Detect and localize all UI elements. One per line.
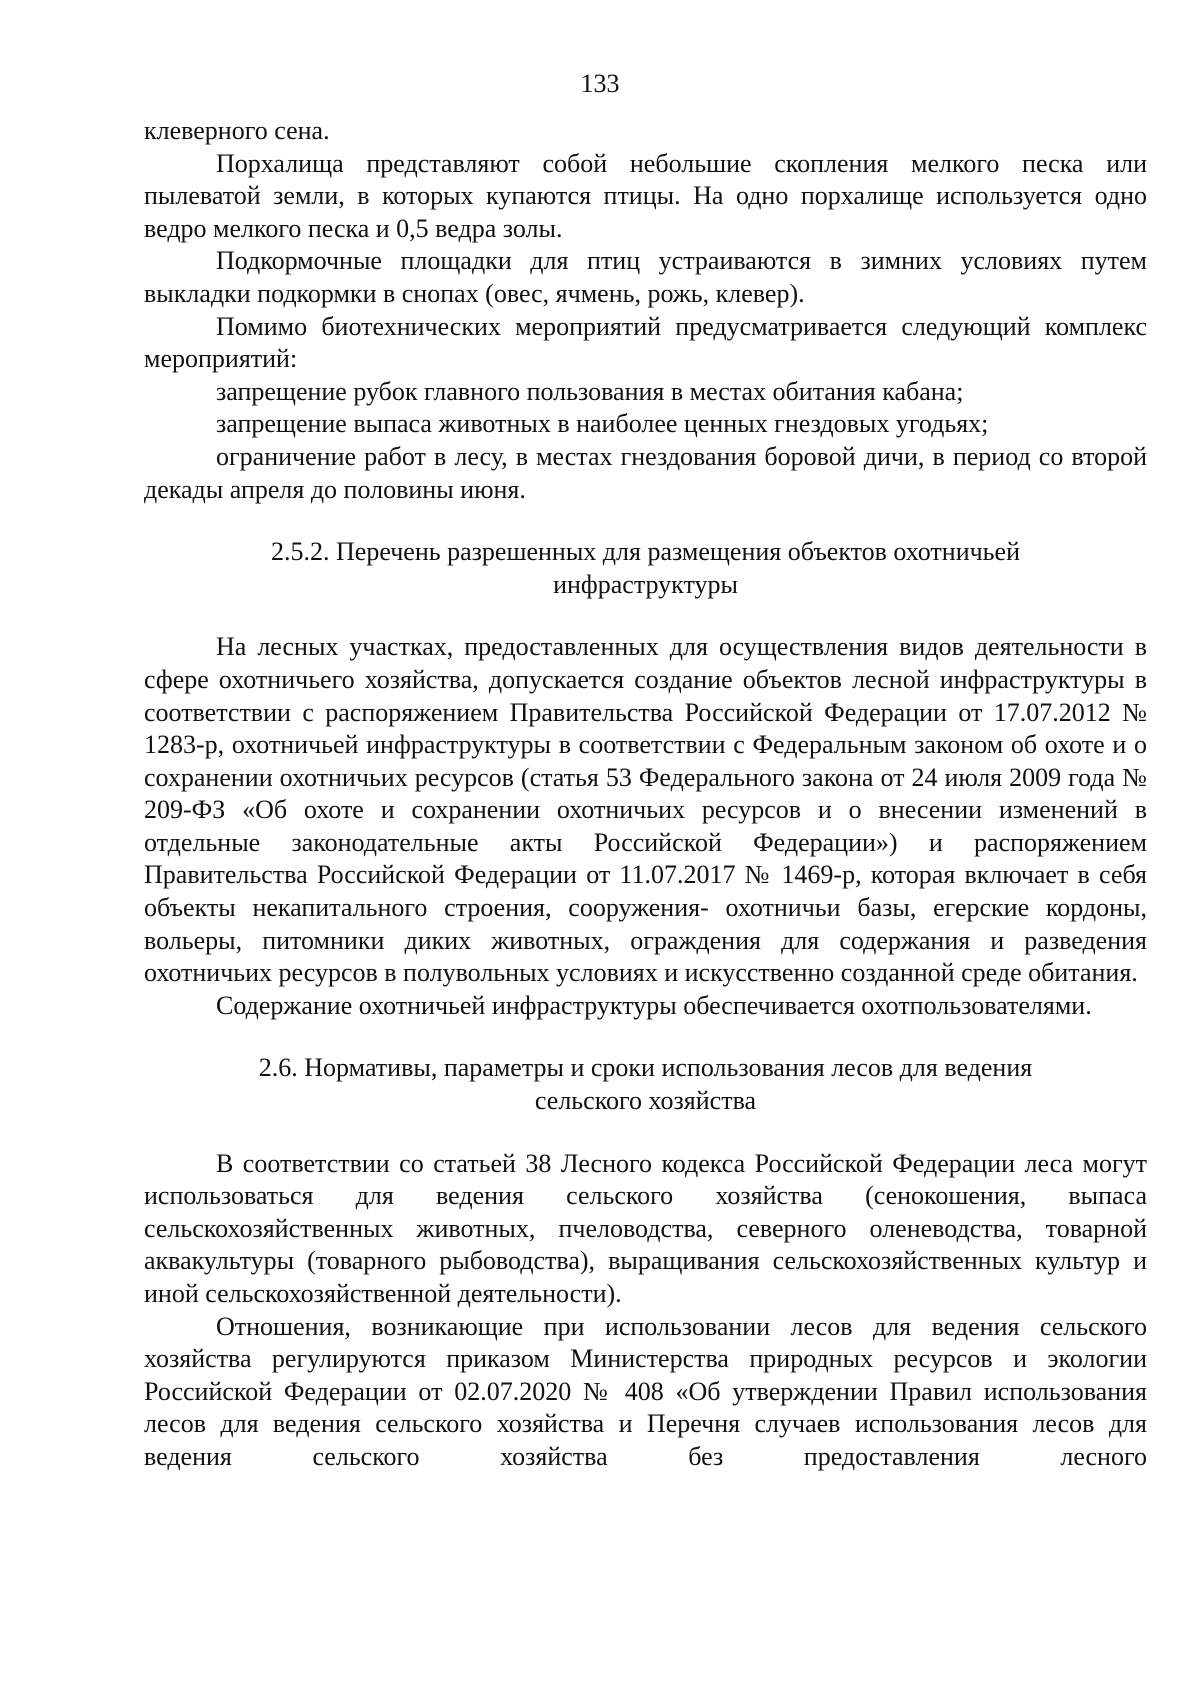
section-heading-2-6: 2.6. Нормативы, параметры и сроки использования лесов для ведения сельского хозяйства xyxy=(258,1053,1033,1116)
paragraph-agriculture-use: В соответствии со статьей 38 Лесного кодекса Российской Федерации леса могут использоваться для ведения сельского хозяйства (сенокошения, выпаса сельскохозяйственных животных, пчеловодства, северного оленеводства, товарной аквакультуры (товарного рыбоводства), выращивания сельскохозяйственных культур и иной сельскохозяйственной деятельности). xyxy=(144,1148,1147,1308)
document-body xyxy=(144,115,1147,1474)
list-item-forest-work-restriction: ограничение работ в лесу, в местах гнездования боровой дичи, в период со второй декады апреля до половины июня. xyxy=(144,441,1147,504)
list-item-logging-ban: запрещение рубок главного пользования в местах обитания кабана; xyxy=(216,376,964,406)
paragraph-dust-baths: Порхалища представляют собой небольшие скопления мелкого песка или пылеватой земли, в которых купаются птицы. На одно порхалище используется одно ведро мелкого песка и 0,5 ведра золы. xyxy=(144,148,1147,243)
paragraph-feeding-sites: Подкормочные площадки для птиц устраиваются в зимних условиях путем выкладки подкормки в снопах (овес, ячмень, рожь, клевер). xyxy=(144,246,1147,308)
paragraph-hunting-infrastructure: На лесных участках, предоставленных для осуществления видов деятельности в сфере охотничьего хозяйства, допускается создание объектов лесной инфраструктуры в соответствии с распоряжением Правительства Российской Федерации от 17.07.2012 № 1283-р, охотничьей инфраструктуры в соответствии с Федеральным законом об охоте и о сохранении охотничьих ресурсов (статья 53 Федерального закона от 24 июля 2009 года № 209-ФЗ «Об охоте и сохранении охотничьих ресурсов и о внесении изменений в отдельные законодательные акты Российской Федерации») и распоряжением Правительства Российской Федерации от 11.07.2017 № 1469-р, которая включает в себя объекты некапитального строения, сооружения- охотничьи базы, егерские кордоны, вольеры, питомники диких животных, ограждения для содержания и разведения охотничьих ресурсов в полувольных условиях и искусственно созданной среде обитания. xyxy=(144,632,1147,988)
section-heading-2-5-2: 2.5.2. Перечень разрешенных для размещения объектов охотничьей инфраструктуры xyxy=(271,537,1020,599)
paragraph-infrastructure-maintenance: Содержание охотничьей инфраструктуры обеспечивается охотпользователями. xyxy=(216,990,1092,1020)
paragraph-measures-intro: Помимо биотехнических мероприятий предусматривается следующий комплекс мероприятий: xyxy=(144,311,1147,374)
paragraph-continuation: клеверного сена. xyxy=(144,116,330,145)
list-item-grazing-ban: запрещение выпаса животных в наиболее ценных гнездовых угодьях; xyxy=(216,409,989,439)
page-number: 133 xyxy=(580,69,620,98)
paragraph-agriculture-regulation: Отношения, возникающие при использовании лесов для ведения сельского хозяйства регулируются приказом Министерства природных ресурсов и экологии Российской Федерации от 02.07.2020 № 408 «Об утверждении Правил использования лесов для ведения сельского хозяйства и Перечня случаев использования лесов для ведения сельского хозяйства без предоставления лесного xyxy=(144,1311,1147,1471)
